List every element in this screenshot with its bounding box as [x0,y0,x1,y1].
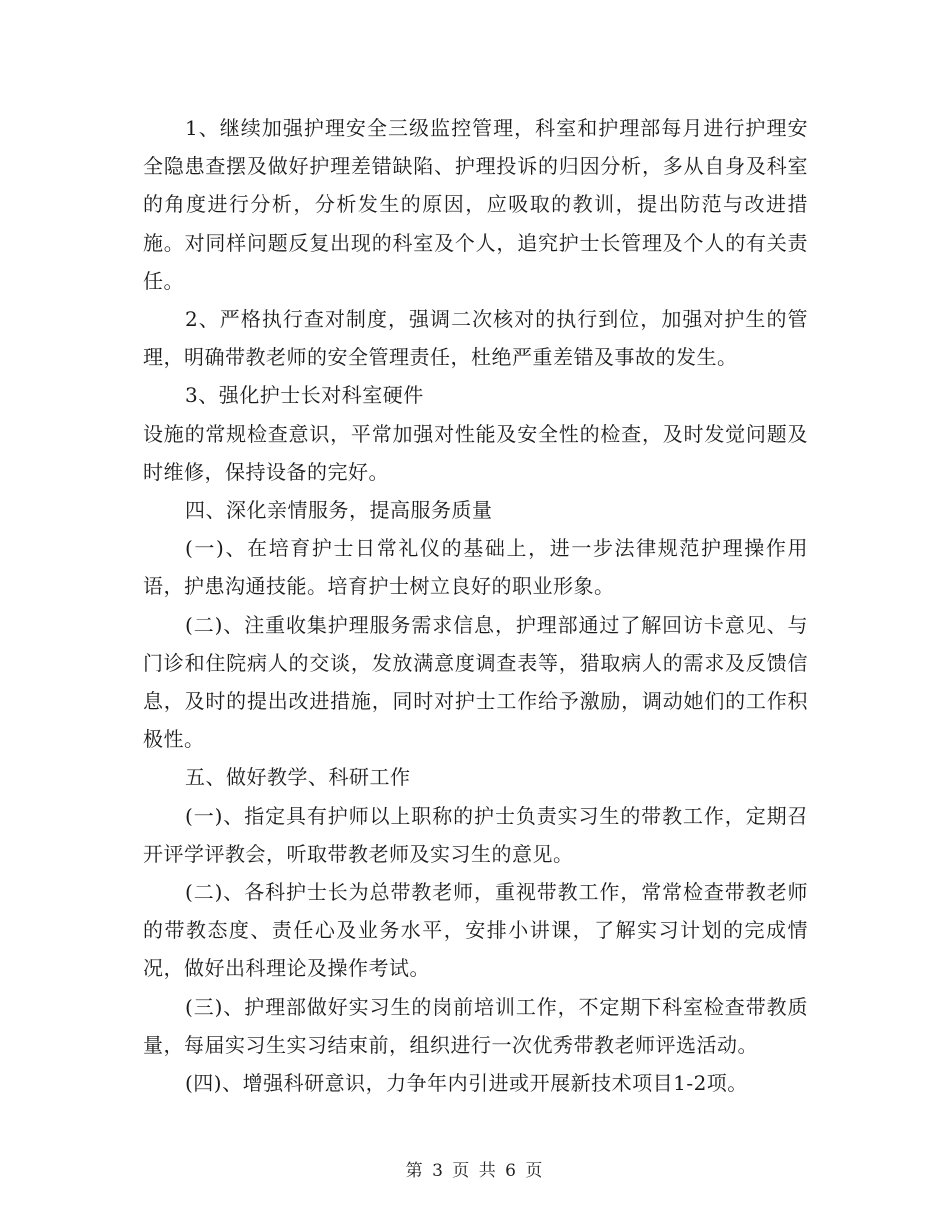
paragraph-head-nurse-teaching: (二)、各科护士长为总带教老师，重视带教工作，常常检查带教老师的带教态度、责任心及业务水平，安排小讲课，了解实习计划的完成情况，做好出科理论及操作考试。 [143,880,808,981]
paragraph-head-nurse-hardware: 3、强化护士长对科室硬件 [185,383,424,408]
paragraph-verification-system: 2、严格执行查对制度，强调二次核对的执行到位，加强对护生的管理，明确带教老师的安全管理责任，杜绝严重差错及事故的发生。 [143,307,808,370]
paragraph-facility-inspection: 设施的常规检查意识，平常加强对性能及安全性的检查，及时发觉问题及时维修，保持设备的完好。 [143,421,808,484]
page-number-footer [0,1156,950,1181]
paragraph-service-feedback: (二)、注重收集护理服务需求信息，护理部通过了解回访卡意见、与门诊和住院病人的交谈，发放满意度调查表等，猎取病人的需求及反馈信息，及时的提出改进措施，同时对护士工作给予激励，调动她们的工作积极性。 [143,612,808,752]
section-heading-teaching-research: 五、做好教学、科研工作 [185,765,411,790]
paragraph-safety-monitoring: 1、继续加强护理安全三级监控管理，科室和护理部每月进行护理安全隐患查摆及做好护理差错缺陷、护理投诉的归因分析，多从自身及科室的角度进行分析，分析发生的原因，应吸取的教训，提出防范与改进措施。对同样问题反复出现的科室及个人，追究护士长管理及个人的有关责任。 [143,116,808,293]
paragraph-research-awareness: (四)、增强科研意识，力争年内引进或开展新技术项目1-2项。 [185,1071,748,1096]
document-body [143,109,808,1102]
paragraph-pre-job-training: (三)、护理部做好实习生的岗前培训工作，不定期下科室检查带教质量，每届实习生实习结束前，组织进行一次优秀带教老师评选活动。 [143,994,808,1057]
paragraph-etiquette-training: (一)、在培育护士日常礼仪的基础上，进一步法律规范护理操作用语，护患沟通技能。培育护士树立良好的职业形象。 [143,536,808,599]
section-heading-service: 四、深化亲情服务，提高服务质量 [185,498,493,523]
page-number-label: 第 3 页 共 6 页 [405,1161,545,1181]
paragraph-designated-teachers: (一)、指定具有护师以上职称的护士负责实习生的带教工作，定期召开评学评教会，听取带教老师及实习生的意见。 [143,803,808,866]
